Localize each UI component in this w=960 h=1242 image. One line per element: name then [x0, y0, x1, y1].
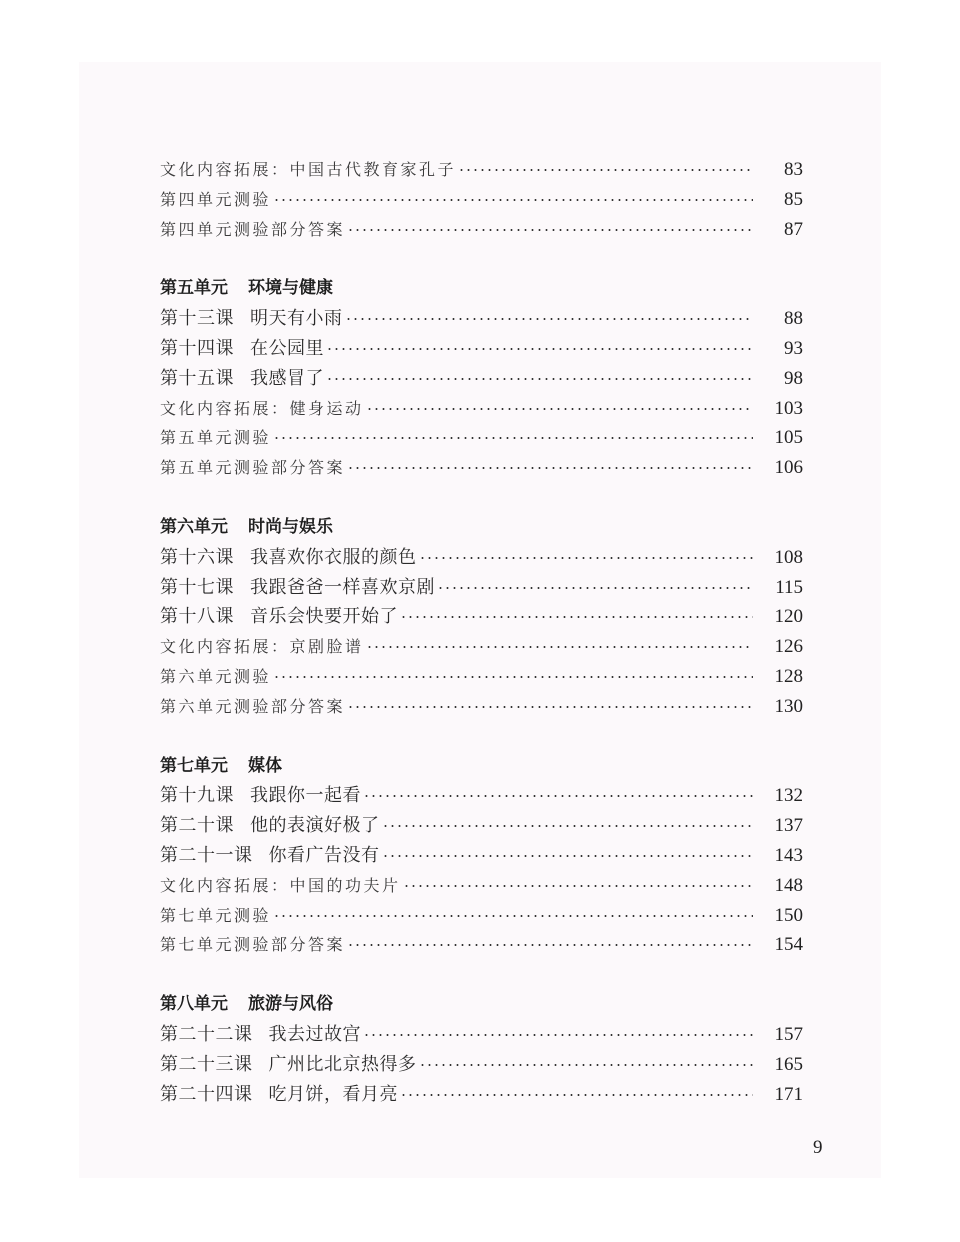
- lesson-title: 我跟爸爸一样喜欢京剧: [250, 576, 435, 598]
- toc-entry: [160, 871, 803, 901]
- lesson-number: 第十八课: [160, 606, 234, 628]
- unit-name: 时尚与娱乐: [248, 516, 333, 537]
- entry-page-number: 154: [774, 934, 803, 956]
- toc-entry: [160, 543, 803, 573]
- lesson-number: 第十四课: [160, 337, 234, 359]
- unit-name: 媒体: [248, 755, 282, 776]
- toc-entry: [160, 364, 803, 394]
- unit-name: 环境与健康: [248, 278, 333, 299]
- entry-title: 第五单元测验: [160, 428, 272, 448]
- entry-title: 第六单元测验: [160, 666, 272, 686]
- unit-heading: [160, 990, 803, 1020]
- entry-title: 第四单元测验部分答案: [160, 219, 346, 239]
- lesson-title: 明天有小雨: [250, 308, 343, 330]
- entry-title: [160, 1020, 361, 1050]
- toc-entry: [160, 692, 803, 722]
- page-folio-number: 9: [813, 1137, 823, 1158]
- dot-leader: [347, 944, 753, 946]
- toc-entry: [160, 662, 803, 692]
- dot-leader: [400, 616, 753, 618]
- dot-leader: [363, 795, 753, 797]
- unit-heading: [160, 513, 803, 543]
- dot-leader: [347, 467, 753, 469]
- entry-page-number: 137: [774, 815, 803, 837]
- dot-leader: [458, 169, 753, 171]
- toc-entry: [160, 453, 803, 483]
- lesson-title: 你看广告没有: [268, 844, 380, 866]
- entry-page-number: 83: [784, 159, 803, 180]
- toc-entry: [160, 1020, 803, 1050]
- entry-page-number: 93: [784, 337, 803, 359]
- dot-leader: [400, 1094, 753, 1096]
- lesson-number: 第二十二课: [160, 1023, 253, 1045]
- entry-page-number: 103: [774, 397, 803, 419]
- toc-entry: [160, 1050, 803, 1080]
- dot-leader: [366, 646, 753, 648]
- entry-title: 文化内容拓展：健身运动: [160, 398, 364, 418]
- dot-leader: [366, 408, 753, 410]
- lesson-number: 第十五课: [160, 367, 234, 389]
- entry-page-number: 105: [774, 427, 803, 449]
- entry-page-number: 132: [774, 785, 803, 807]
- toc-entry: [160, 155, 803, 185]
- entry-page-number: 130: [774, 695, 803, 717]
- toc-entry: [160, 573, 803, 603]
- entry-title: [160, 573, 435, 603]
- toc-entry: [160, 632, 803, 662]
- lesson-number: 第二十一课: [160, 844, 253, 866]
- toc-entry: [160, 781, 803, 811]
- toc-entry: [160, 841, 803, 871]
- unit-number: 第五单元: [160, 278, 228, 299]
- toc-entry: [160, 602, 803, 632]
- entry-title: 文化内容拓展：京剧脸谱: [160, 637, 364, 657]
- entry-title: [160, 334, 324, 364]
- entry-page-number: 126: [774, 636, 803, 658]
- dot-leader: [326, 378, 753, 380]
- entry-page-number: 157: [774, 1023, 803, 1045]
- lesson-title: 我喜欢你衣服的颜色: [250, 546, 417, 568]
- unit-heading: [160, 274, 803, 304]
- entry-page-number: 98: [784, 367, 803, 389]
- lesson-title: 他的表演好极了: [250, 815, 380, 837]
- dot-leader: [437, 587, 753, 589]
- unit-number: 第六单元: [160, 516, 228, 537]
- dot-leader: [273, 676, 753, 678]
- dot-leader: [382, 855, 754, 857]
- unit-number: 第八单元: [160, 994, 228, 1015]
- lesson-title: 吃月饼，看月亮: [268, 1083, 398, 1105]
- lesson-title: 我感冒了: [250, 367, 324, 389]
- lesson-title: 我去过故宫: [268, 1023, 361, 1045]
- dot-leader: [382, 825, 754, 827]
- toc-entry: [160, 811, 803, 841]
- entry-page-number: 165: [774, 1053, 803, 1075]
- table-of-contents: [160, 155, 803, 1109]
- entry-page-number: 87: [784, 218, 803, 240]
- unit-name: 旅游与风俗: [248, 994, 333, 1015]
- entry-title: [160, 364, 324, 394]
- lesson-number: 第十三课: [160, 308, 234, 330]
- entry-page-number: 108: [774, 546, 803, 568]
- toc-entry: [160, 304, 803, 334]
- dot-leader: [273, 437, 753, 439]
- entry-title: [160, 543, 417, 573]
- entry-title: [160, 811, 380, 841]
- entry-title: [160, 602, 398, 632]
- entry-title: [160, 781, 361, 811]
- lesson-number: 第二十课: [160, 815, 234, 837]
- entry-title: [160, 1080, 398, 1110]
- entry-title: 第七单元测验部分答案: [160, 935, 346, 955]
- entry-page-number: 143: [774, 844, 803, 866]
- lesson-number: 第二十三课: [160, 1053, 253, 1075]
- entry-title: 第七单元测验: [160, 905, 272, 925]
- toc-entry: [160, 334, 803, 364]
- entry-title: 文化内容拓展：中国古代教育家孔子: [160, 160, 457, 179]
- toc-entry: [160, 185, 803, 215]
- lesson-number: 第十七课: [160, 576, 234, 598]
- lesson-number: 第十六课: [160, 546, 234, 568]
- lesson-number: 第十九课: [160, 785, 234, 807]
- entry-title: 第四单元测验: [160, 189, 272, 209]
- dot-leader: [345, 318, 754, 320]
- entry-page-number: 120: [774, 606, 803, 628]
- dot-leader: [273, 199, 753, 201]
- entry-title: [160, 841, 380, 871]
- lesson-title: 在公园里: [250, 337, 324, 359]
- dot-leader: [273, 915, 753, 917]
- unit-number: 第七单元: [160, 755, 228, 776]
- dot-leader: [363, 1034, 753, 1036]
- entry-title: 文化内容拓展：中国的功夫片: [160, 875, 401, 895]
- dot-leader: [419, 1064, 754, 1066]
- entry-title: 第六单元测验部分答案: [160, 696, 346, 716]
- entry-title: [160, 304, 343, 334]
- unit-heading: [160, 752, 803, 782]
- entry-page-number: 128: [774, 665, 803, 687]
- toc-entry: [160, 423, 803, 453]
- entry-page-number: 171: [774, 1083, 803, 1105]
- entry-page-number: 88: [784, 308, 803, 330]
- entry-page-number: 150: [774, 904, 803, 926]
- entry-page-number: 106: [774, 457, 803, 479]
- lesson-title: 广州比北京热得多: [268, 1053, 417, 1075]
- toc-entry: [160, 930, 803, 960]
- toc-entry: [160, 1080, 803, 1110]
- dot-leader: [347, 229, 753, 231]
- dot-leader: [403, 885, 753, 887]
- dot-leader: [419, 557, 754, 559]
- lesson-title: 我跟你一起看: [250, 785, 361, 807]
- lesson-number: 第二十四课: [160, 1083, 253, 1105]
- dot-leader: [347, 706, 753, 708]
- dot-leader: [326, 348, 753, 350]
- lesson-title: 音乐会快要开始了: [250, 606, 398, 628]
- toc-entry: [160, 901, 803, 931]
- entry-title: 第五单元测验部分答案: [160, 458, 346, 478]
- entry-title: [160, 1050, 417, 1080]
- toc-entry: [160, 215, 803, 245]
- toc-entry: [160, 394, 803, 424]
- entry-page-number: 85: [784, 188, 803, 210]
- entry-page-number: 115: [775, 576, 803, 598]
- entry-page-number: 148: [774, 874, 803, 896]
